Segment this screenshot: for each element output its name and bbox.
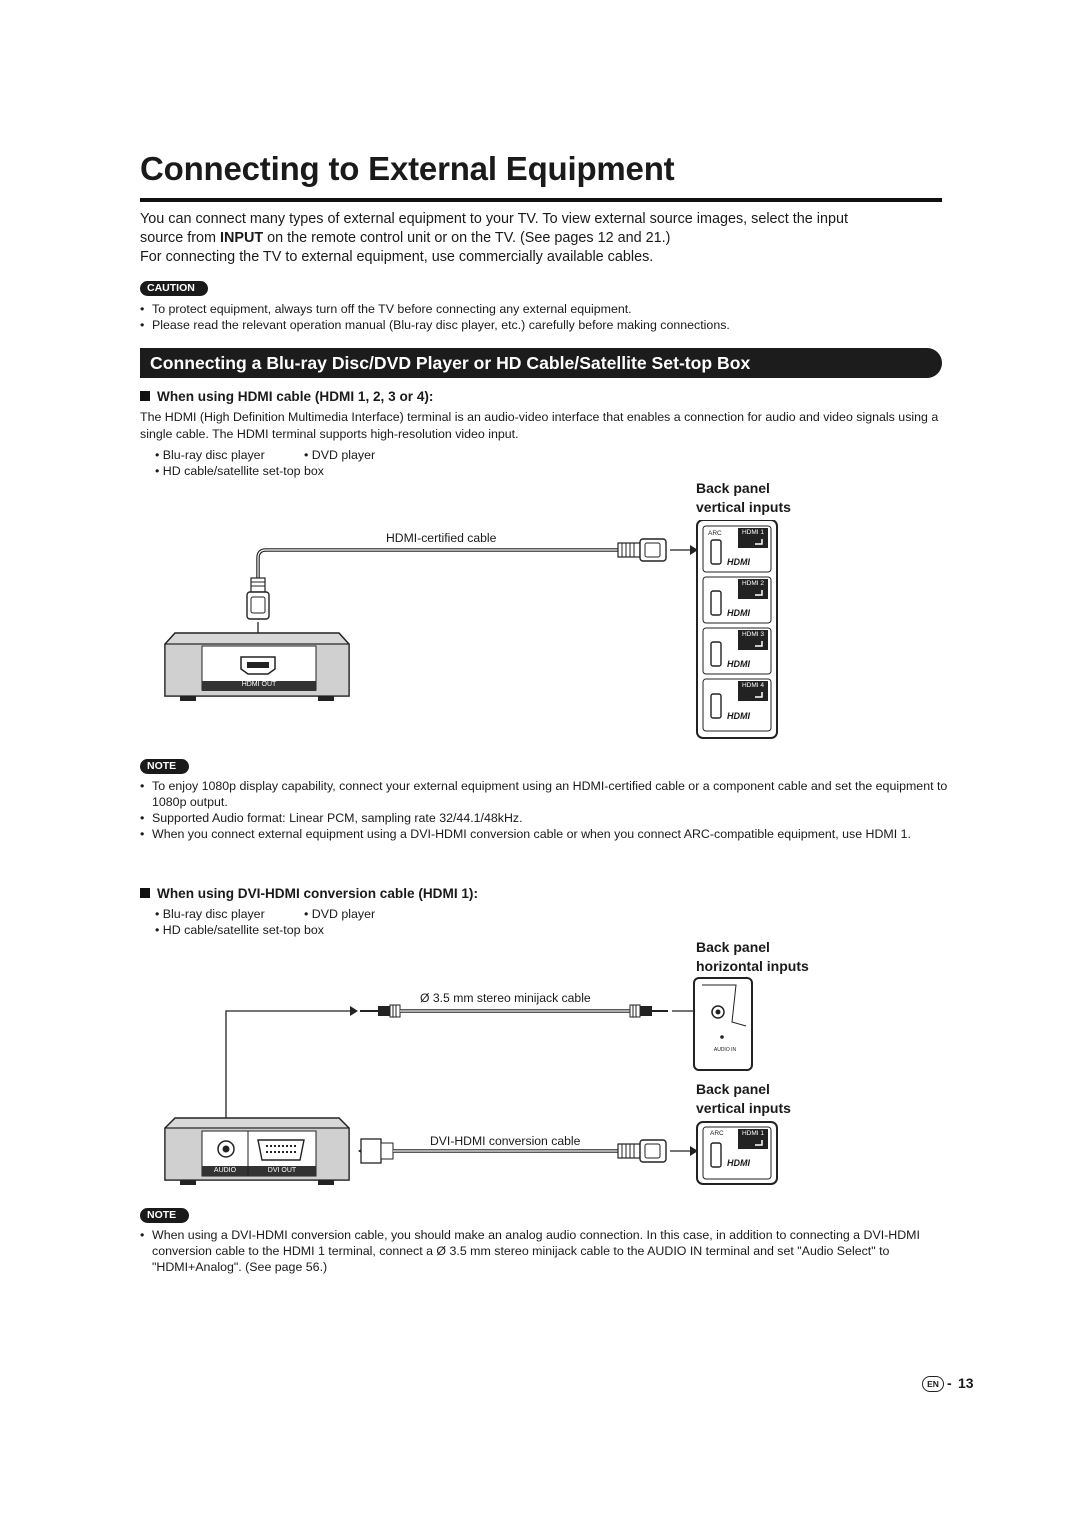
caution-item: • Please read the relevant operation manual (Blu-ray disc player, etc.) carefully before making connections. — [140, 317, 950, 333]
device-item: • HD cable/satellite set-top box — [155, 923, 324, 937]
device-item: • Blu-ray disc player — [155, 907, 265, 921]
minijack-cable-label: Ø 3.5 mm stereo minijack cable — [420, 991, 591, 1005]
intro-paragraph — [140, 210, 940, 267]
dvi-heading: When using DVI-HDMI conversion cable (HDMI 1): — [140, 886, 478, 901]
caution-list — [140, 301, 950, 333]
back-panel-horizontal-label: Back panel horizontal inputs — [696, 939, 809, 974]
hdmi-logo: HDMI — [727, 659, 750, 669]
device-item: • DVD player — [304, 907, 376, 921]
note-item: • When using a DVI-HDMI conversion cable, you should make an analog audio connection. In this case, in addition to connecting a DVI-HDMI conversion cable to the HDMI 1 terminal, connect a Ø 3.5 mm stereo minijack cable to the AUDIO IN terminal and set "Audio Select" to "HDMI+Analog". (See page 56.) — [140, 1227, 950, 1275]
port-label-hdmi-4: HDMI 4 — [741, 682, 765, 689]
intro-line-1: You can connect many types of external equipment to your TV. To view external source images, select the input — [140, 211, 848, 227]
input-keyword: INPUT — [219, 230, 264, 246]
intro-line-3: For connecting the TV to external equipment, use commercially available cables. — [140, 249, 654, 265]
hdmi-device-list — [155, 447, 475, 479]
dvi-out-label: DVI OUT — [267, 1167, 297, 1174]
minijack-cable — [360, 1005, 702, 1017]
back-panel-vertical — [697, 520, 777, 738]
device-item: • Blu-ray disc player — [155, 448, 265, 462]
dvi-cable — [358, 1139, 698, 1163]
device-item: • HD cable/satellite set-top box — [155, 464, 324, 478]
note-item: • Supported Audio format: Linear PCM, sampling rate 32/44.1/48kHz. — [140, 810, 950, 826]
dvi-source-device — [165, 1118, 349, 1185]
port-label-hdmi-1: HDMI 1 — [741, 529, 765, 536]
port-label-hdmi-2: HDMI 2 — [741, 580, 765, 587]
arc-label: ARC — [708, 530, 722, 537]
dvi-device-list — [155, 906, 475, 938]
hdmi-plug-right — [618, 539, 698, 561]
section-title: Connecting a Blu-ray Disc/DVD Player or HD Cable/Satellite Set-top Box — [140, 348, 942, 378]
back-panel-vertical-label: Back panel vertical inputs — [696, 480, 791, 515]
title-rule — [140, 198, 942, 202]
hdmi-cable-label: HDMI-certified cable — [386, 531, 497, 545]
caution-item: • To protect equipment, always turn off the TV before connecting any external equipment. — [140, 301, 950, 317]
hdmi-description: The HDMI (High Definition Multimedia Interface) terminal is an audio-video interface that enables a connection for audio and video signals using a single cable. The HDMI terminal supports high-resolution video input. — [140, 410, 939, 441]
intro-line-2: source from INPUT on the remote control unit or on the TV. (See pages 12 and 21.) — [140, 230, 671, 246]
port-label-hdmi-1: HDMI 1 — [741, 1130, 765, 1137]
page-number: 13 — [958, 1375, 974, 1391]
dvi-connection-diagram — [160, 975, 790, 1190]
note1-list — [140, 778, 950, 842]
dvi-cable-label: DVI-HDMI conversion cable — [430, 1134, 581, 1148]
source-device — [165, 633, 349, 701]
arc-label: ARC — [710, 1130, 724, 1137]
back-panel-horizontal — [694, 978, 752, 1070]
hdmi-connection-diagram — [160, 520, 800, 742]
caution-badge: CAUTION — [140, 278, 208, 296]
note-badge: NOTE — [140, 756, 189, 774]
device-item: • DVD player — [304, 448, 376, 462]
back-panel-vertical-label-2: Back panel vertical inputs — [696, 1081, 791, 1116]
hdmi-out-label: HDMI OUT — [241, 681, 277, 688]
audio-port-label: AUDIO — [213, 1167, 237, 1174]
hdmi-logo: HDMI — [727, 711, 750, 721]
audio-in-label: AUDIO IN — [713, 1047, 737, 1053]
note-badge: NOTE — [140, 1205, 189, 1223]
note-item: • To enjoy 1080p display capability, connect your external equipment using an HDMI-certified cable or a component cable and set the equipment to 1080p output. — [140, 778, 950, 810]
hdmi-heading: When using HDMI cable (HDMI 1, 2, 3 or 4): — [140, 389, 433, 404]
language-badge: EN — [922, 1376, 944, 1392]
page-separator: - — [947, 1375, 952, 1391]
note-item: • When you connect external equipment using a DVI-HDMI conversion cable or when you connect ARC-compatible equipment, use HDMI 1. — [140, 826, 950, 842]
port-label-hdmi-3: HDMI 3 — [741, 631, 765, 638]
hdmi-logo: HDMI — [727, 1158, 750, 1168]
hdmi-logo: HDMI — [727, 557, 750, 567]
hdmi-logo: HDMI — [727, 608, 750, 618]
note2-list — [140, 1227, 950, 1275]
page-title: Connecting to External Equipment — [140, 150, 675, 187]
